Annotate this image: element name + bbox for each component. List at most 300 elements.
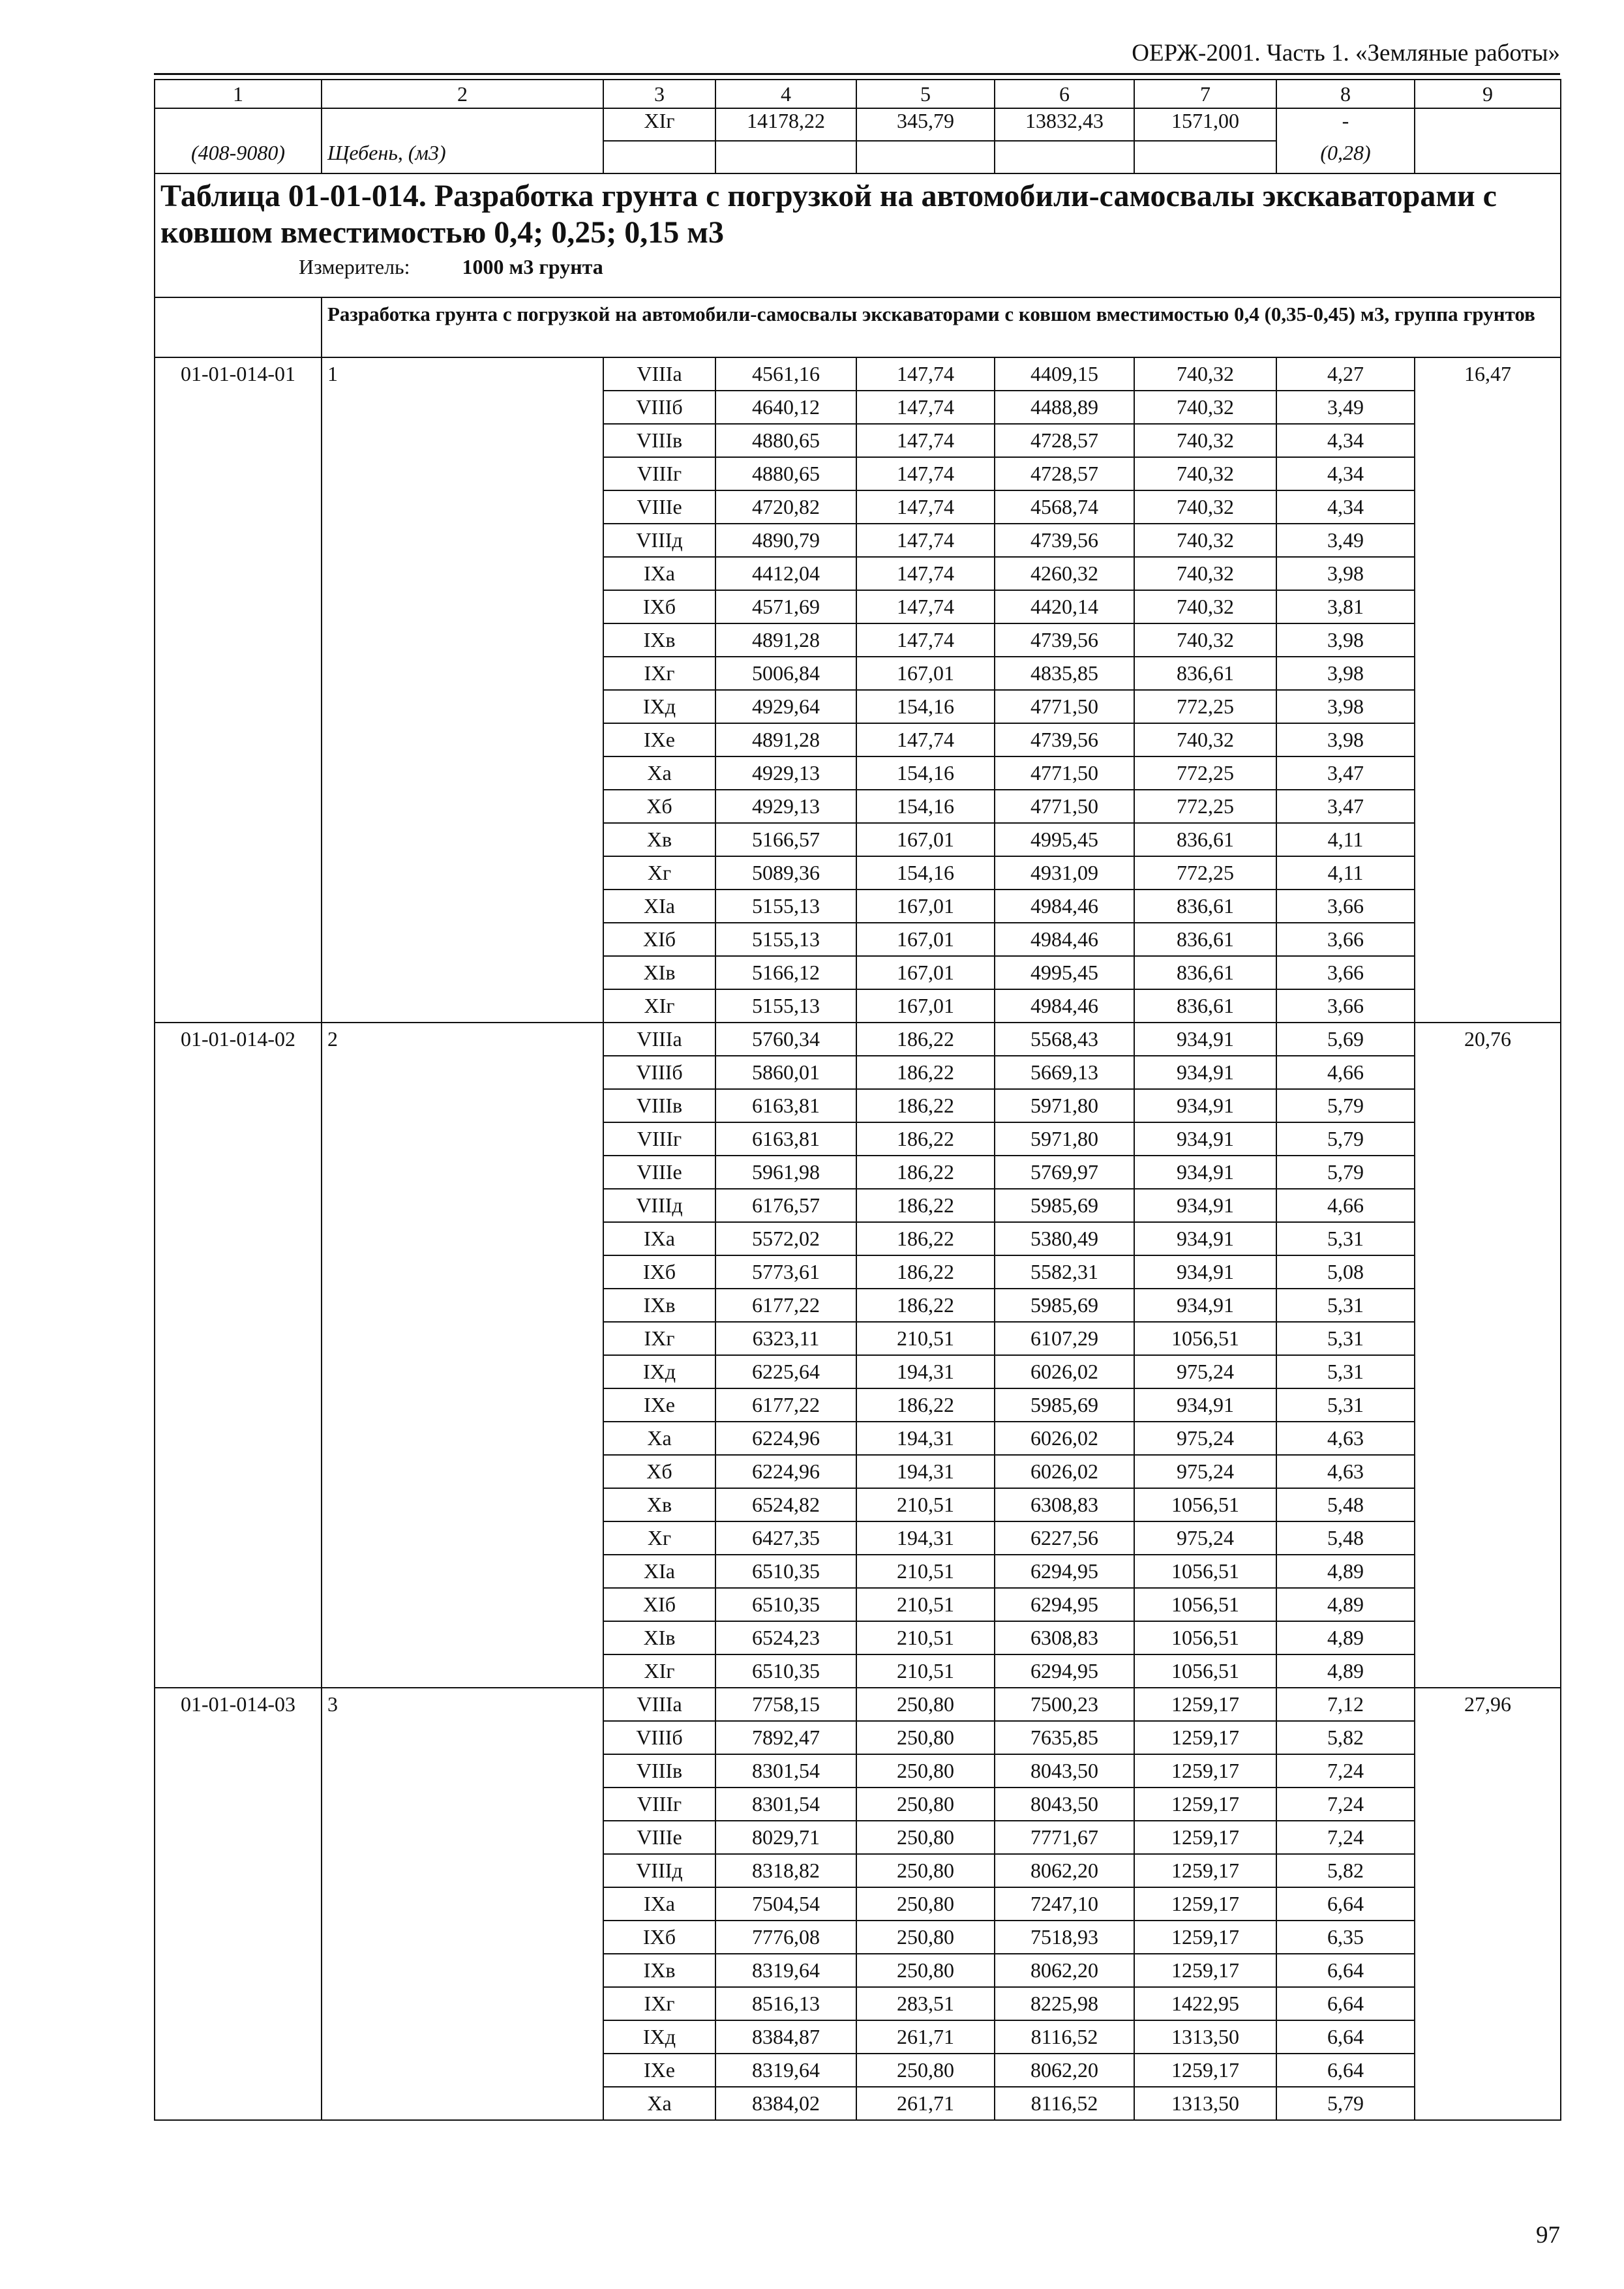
- soil-group: VIIIа: [603, 1023, 715, 1056]
- labor-workers: 5,82: [1276, 1854, 1415, 1887]
- labor-workers: 6,64: [1276, 1887, 1415, 1921]
- labor-workers: 5,48: [1276, 1488, 1415, 1521]
- labor-workers: 4,89: [1276, 1621, 1415, 1654]
- cost-machines: 6294,95: [995, 1588, 1134, 1621]
- labor-workers: 5,79: [1276, 1089, 1415, 1122]
- cost-machines: 4420,14: [995, 590, 1134, 623]
- cost-machinist-wages: 740,32: [1134, 457, 1276, 490]
- cost-direct: 5006,84: [715, 657, 856, 690]
- cost-direct: 4891,28: [715, 623, 856, 657]
- col-num-9: 9: [1415, 80, 1561, 108]
- cost-direct: 8384,02: [715, 2087, 856, 2120]
- cost-direct: 6176,57: [715, 1189, 856, 1222]
- section-title-cell: [322, 297, 1561, 357]
- labor-workers: 5,31: [1276, 1388, 1415, 1422]
- cost-machines: 4995,45: [995, 823, 1134, 856]
- cost-machinist-wages: 934,91: [1134, 1156, 1276, 1189]
- cost-machines: 6294,95: [995, 1555, 1134, 1588]
- cost-machines: 7518,93: [995, 1921, 1134, 1954]
- cost-direct: 5760,34: [715, 1023, 856, 1056]
- labor-workers: 3,98: [1276, 657, 1415, 690]
- cost-machinist-wages: 836,61: [1134, 989, 1276, 1023]
- soil-group: VIIIг: [603, 1122, 715, 1156]
- cost-machines: 4488,89: [995, 391, 1134, 424]
- cost-machinist-wages: 934,91: [1134, 1122, 1276, 1156]
- cost-machines: 4771,50: [995, 690, 1134, 723]
- soil-group: Xа: [603, 2087, 715, 2120]
- table-title-row: [155, 173, 1561, 297]
- col-num-8: 8: [1276, 80, 1415, 108]
- cost-wages: 147,74: [856, 391, 995, 424]
- cost-machinist-wages: 975,24: [1134, 1521, 1276, 1555]
- cost-wages: 154,16: [856, 856, 995, 890]
- labor-workers: 4,89: [1276, 1654, 1415, 1688]
- soil-group: XIа: [603, 890, 715, 923]
- cost-wages: 186,22: [856, 1189, 995, 1222]
- cost-wages: 210,51: [856, 1555, 995, 1588]
- carry-c5: 345,79: [856, 108, 995, 141]
- labor-workers: 4,27: [1276, 357, 1415, 391]
- soil-group: IXа: [603, 557, 715, 590]
- cost-direct: 8516,13: [715, 1987, 856, 2020]
- cost-machinist-wages: 1259,17: [1134, 2054, 1276, 2087]
- cost-direct: 5166,57: [715, 823, 856, 856]
- carry-c7: 1571,00: [1134, 108, 1276, 141]
- cost-wages: 250,80: [856, 1854, 995, 1887]
- cost-machines: 4995,45: [995, 956, 1134, 989]
- labor-workers: 5,31: [1276, 1222, 1415, 1255]
- labor-workers: 3,47: [1276, 790, 1415, 823]
- table-row: [155, 1023, 1561, 1056]
- cost-machinist-wages: 1056,51: [1134, 1654, 1276, 1688]
- cost-wages: 147,74: [856, 557, 995, 590]
- cost-wages: 186,22: [856, 1122, 995, 1156]
- cost-machinist-wages: 1259,17: [1134, 1821, 1276, 1854]
- cost-wages: 154,16: [856, 756, 995, 790]
- labor-workers: 4,34: [1276, 457, 1415, 490]
- cost-direct: 7504,54: [715, 1887, 856, 1921]
- cost-machinist-wages: 740,32: [1134, 391, 1276, 424]
- cost-machinist-wages: 975,24: [1134, 1455, 1276, 1488]
- cost-wages: 147,74: [856, 623, 995, 657]
- cost-machines: 5971,80: [995, 1089, 1134, 1122]
- soil-group: IXв: [603, 1289, 715, 1322]
- carry-c8-top: -: [1276, 108, 1415, 141]
- cost-direct: 5155,13: [715, 989, 856, 1023]
- cost-machines: 6026,02: [995, 1355, 1134, 1388]
- page-number: 97: [1536, 2222, 1560, 2249]
- cost-machinist-wages: 1056,51: [1134, 1621, 1276, 1654]
- cost-machines: 7247,10: [995, 1887, 1134, 1921]
- section-row: [155, 297, 1561, 357]
- labor-workers: 4,34: [1276, 424, 1415, 457]
- cost-direct: 4571,69: [715, 590, 856, 623]
- cost-wages: 194,31: [856, 1455, 995, 1488]
- cost-direct: 8319,64: [715, 1954, 856, 1987]
- cost-machinist-wages: 772,25: [1134, 690, 1276, 723]
- cost-direct: 4929,13: [715, 756, 856, 790]
- cost-direct: 7776,08: [715, 1921, 856, 1954]
- cost-wages: 250,80: [856, 1688, 995, 1721]
- labor-workers: 5,82: [1276, 1721, 1415, 1754]
- column-number-row: [155, 80, 1561, 108]
- soil-group: IXе: [603, 723, 715, 756]
- material-empty-3: [603, 141, 715, 173]
- unit-label: Измеритель:: [299, 255, 410, 278]
- labor-workers: 4,66: [1276, 1056, 1415, 1089]
- cost-machinist-wages: 1422,95: [1134, 1987, 1276, 2020]
- cost-machines: 5985,69: [995, 1388, 1134, 1422]
- cost-machines: 4728,57: [995, 424, 1134, 457]
- labor-workers: 3,98: [1276, 690, 1415, 723]
- cost-machinist-wages: 1259,17: [1134, 1921, 1276, 1954]
- cost-machines: 5380,49: [995, 1222, 1134, 1255]
- soil-group: VIIIе: [603, 1156, 715, 1189]
- soil-group: IXг: [603, 1322, 715, 1355]
- cost-machinist-wages: 1259,17: [1134, 1788, 1276, 1821]
- cost-machines: 8062,20: [995, 2054, 1134, 2087]
- cost-machinist-wages: 975,24: [1134, 1355, 1276, 1388]
- soil-group: VIIIг: [603, 1788, 715, 1821]
- cost-direct: 5572,02: [715, 1222, 856, 1255]
- cost-direct: 6163,81: [715, 1089, 856, 1122]
- soil-group: IXе: [603, 2054, 715, 2087]
- cost-machinist-wages: 1313,50: [1134, 2020, 1276, 2054]
- cost-wages: 186,22: [856, 1255, 995, 1289]
- cost-machinist-wages: 1259,17: [1134, 1688, 1276, 1721]
- cost-machines: 6227,56: [995, 1521, 1134, 1555]
- soil-group: VIIIб: [603, 1721, 715, 1754]
- cost-wages: 186,22: [856, 1156, 995, 1189]
- cost-wages: 154,16: [856, 690, 995, 723]
- labor-workers: 3,66: [1276, 956, 1415, 989]
- cost-wages: 283,51: [856, 1987, 995, 2020]
- cost-wages: 250,80: [856, 2054, 995, 2087]
- norms-table: [154, 79, 1561, 2121]
- cost-wages: 210,51: [856, 1588, 995, 1621]
- material-empty-7: [1134, 141, 1276, 173]
- soil-group: VIIIа: [603, 1688, 715, 1721]
- norm-number: 1: [322, 357, 603, 1023]
- cost-direct: 8301,54: [715, 1754, 856, 1788]
- cost-machines: 4739,56: [995, 723, 1134, 756]
- material-name: Щебень, (м3): [322, 141, 603, 173]
- labor-workers: 5,31: [1276, 1289, 1415, 1322]
- cost-machinist-wages: 836,61: [1134, 823, 1276, 856]
- soil-group: Xв: [603, 1488, 715, 1521]
- labor-workers: 7,24: [1276, 1754, 1415, 1788]
- cost-machinist-wages: 934,91: [1134, 1189, 1276, 1222]
- material-empty-4: [715, 141, 856, 173]
- soil-group: Xв: [603, 823, 715, 856]
- cost-direct: 4929,13: [715, 790, 856, 823]
- cost-machines: 7771,67: [995, 1821, 1134, 1854]
- cost-machines: 7635,85: [995, 1721, 1134, 1754]
- soil-group: XIг: [603, 1654, 715, 1688]
- col-num-5: 5: [856, 80, 995, 108]
- norm-code: 01-01-014-02: [155, 1023, 322, 1688]
- cost-direct: 6225,64: [715, 1355, 856, 1388]
- soil-group: XIа: [603, 1555, 715, 1588]
- soil-group: XIв: [603, 1621, 715, 1654]
- soil-group: VIIIб: [603, 391, 715, 424]
- cost-machines: 4931,09: [995, 856, 1134, 890]
- unit-value: 1000 м3 грунта: [462, 255, 603, 278]
- cost-machinist-wages: 1056,51: [1134, 1588, 1276, 1621]
- cost-machines: 4728,57: [995, 457, 1134, 490]
- cost-wages: 210,51: [856, 1654, 995, 1688]
- col-num-7: 7: [1134, 80, 1276, 108]
- labor-workers: 7,24: [1276, 1821, 1415, 1854]
- carry-c6: 13832,43: [995, 108, 1134, 141]
- cost-direct: 8319,64: [715, 2054, 856, 2087]
- cost-wages: 261,71: [856, 2020, 995, 2054]
- cost-machinist-wages: 1313,50: [1134, 2087, 1276, 2120]
- cost-machines: 5582,31: [995, 1255, 1134, 1289]
- cost-wages: 186,22: [856, 1089, 995, 1122]
- cost-machines: 4739,56: [995, 524, 1134, 557]
- cost-direct: 5155,13: [715, 923, 856, 956]
- cost-machinist-wages: 740,32: [1134, 524, 1276, 557]
- cost-direct: 4880,65: [715, 424, 856, 457]
- cost-machines: 6308,83: [995, 1488, 1134, 1521]
- cost-machines: 4260,32: [995, 557, 1134, 590]
- soil-group: VIIIб: [603, 1056, 715, 1089]
- cost-wages: 250,80: [856, 1721, 995, 1754]
- labor-workers: 5,31: [1276, 1322, 1415, 1355]
- cost-wages: 186,22: [856, 1222, 995, 1255]
- cost-machinist-wages: 934,91: [1134, 1222, 1276, 1255]
- cost-machinist-wages: 740,32: [1134, 557, 1276, 590]
- cost-direct: 5860,01: [715, 1056, 856, 1089]
- cost-wages: 210,51: [856, 1488, 995, 1521]
- cost-direct: 6177,22: [715, 1388, 856, 1422]
- soil-group: Xа: [603, 1422, 715, 1455]
- labor-workers: 4,34: [1276, 490, 1415, 524]
- soil-group: Xб: [603, 790, 715, 823]
- cost-machines: 4409,15: [995, 357, 1134, 391]
- col-num-4: 4: [715, 80, 856, 108]
- cost-wages: 186,22: [856, 1023, 995, 1056]
- cost-machines: 4568,74: [995, 490, 1134, 524]
- cost-direct: 6224,96: [715, 1455, 856, 1488]
- soil-group: IXа: [603, 1887, 715, 1921]
- cost-machinist-wages: 934,91: [1134, 1056, 1276, 1089]
- material-empty-9: [1415, 141, 1561, 173]
- cost-wages: 186,22: [856, 1388, 995, 1422]
- cost-direct: 6224,96: [715, 1422, 856, 1455]
- soil-group: IXб: [603, 1255, 715, 1289]
- table-title: Таблица 01-01-014. Разработка грунта с погрузкой на автомобили-самосвалы экскаваторами с ковшом вместимостью 0,4; 0,25; 0,15 м3: [160, 179, 1497, 250]
- cost-wages: 154,16: [856, 790, 995, 823]
- soil-group: XIб: [603, 923, 715, 956]
- cost-direct: 4561,16: [715, 357, 856, 391]
- material-empty-6: [995, 141, 1134, 173]
- cost-machines: 8062,20: [995, 1854, 1134, 1887]
- cost-machines: 6026,02: [995, 1455, 1134, 1488]
- cost-machines: 8225,98: [995, 1987, 1134, 2020]
- cost-machinist-wages: 1259,17: [1134, 1754, 1276, 1788]
- cost-wages: 261,71: [856, 2087, 995, 2120]
- cost-machinist-wages: 934,91: [1134, 1388, 1276, 1422]
- table-title-cell: [155, 173, 1561, 297]
- cost-direct: 4929,64: [715, 690, 856, 723]
- unit-line: [299, 255, 1555, 279]
- labor-workers: 3,66: [1276, 890, 1415, 923]
- cost-machinist-wages: 1056,51: [1134, 1322, 1276, 1355]
- cost-machines: 4984,46: [995, 923, 1134, 956]
- soil-group: VIIIд: [603, 1854, 715, 1887]
- cost-wages: 210,51: [856, 1621, 995, 1654]
- cost-direct: 6323,11: [715, 1322, 856, 1355]
- cost-machinist-wages: 836,61: [1134, 657, 1276, 690]
- cost-direct: 6524,23: [715, 1621, 856, 1654]
- cost-machinist-wages: 772,25: [1134, 756, 1276, 790]
- cost-wages: 147,74: [856, 357, 995, 391]
- cost-direct: 5773,61: [715, 1255, 856, 1289]
- cost-wages: 147,74: [856, 524, 995, 557]
- soil-group: VIIIд: [603, 1189, 715, 1222]
- labor-workers: 5,69: [1276, 1023, 1415, 1056]
- carry-group: XIг: [603, 108, 715, 141]
- cost-wages: 250,80: [856, 1887, 995, 1921]
- carry-material-cell: [322, 108, 603, 141]
- section-empty-1: [155, 297, 322, 357]
- soil-group: IXа: [603, 1222, 715, 1255]
- labor-workers: 6,35: [1276, 1921, 1415, 1954]
- labor-workers: 5,48: [1276, 1521, 1415, 1555]
- cost-direct: 4880,65: [715, 457, 856, 490]
- col-num-3: 3: [603, 80, 715, 108]
- cost-machinist-wages: 772,25: [1134, 790, 1276, 823]
- table-row: [155, 357, 1561, 391]
- labor-workers: 3,49: [1276, 391, 1415, 424]
- cost-machinist-wages: 934,91: [1134, 1255, 1276, 1289]
- cost-machines: 4771,50: [995, 756, 1134, 790]
- labor-workers: 5,79: [1276, 2087, 1415, 2120]
- cost-direct: 6510,35: [715, 1588, 856, 1621]
- col-num-1: 1: [155, 80, 322, 108]
- material-code: (408-9080): [155, 141, 322, 173]
- labor-workers: 7,12: [1276, 1688, 1415, 1721]
- labor-machinists: 16,47: [1415, 357, 1561, 1023]
- cost-wages: 147,74: [856, 590, 995, 623]
- labor-workers: 4,11: [1276, 856, 1415, 890]
- labor-workers: 3,98: [1276, 623, 1415, 657]
- soil-group: IXд: [603, 1355, 715, 1388]
- labor-workers: 4,89: [1276, 1588, 1415, 1621]
- soil-group: IXд: [603, 690, 715, 723]
- cost-machinist-wages: 1056,51: [1134, 1555, 1276, 1588]
- cost-direct: 5961,98: [715, 1156, 856, 1189]
- labor-workers: 4,63: [1276, 1422, 1415, 1455]
- soil-group: Xб: [603, 1455, 715, 1488]
- cost-direct: 8029,71: [715, 1821, 856, 1854]
- cost-machines: 8116,52: [995, 2020, 1134, 2054]
- labor-workers: 6,64: [1276, 1954, 1415, 1987]
- cost-machines: 5669,13: [995, 1056, 1134, 1089]
- cost-direct: 4890,79: [715, 524, 856, 557]
- soil-group: VIIIе: [603, 1821, 715, 1854]
- cost-machines: 4835,85: [995, 657, 1134, 690]
- soil-group: IXг: [603, 1987, 715, 2020]
- labor-workers: 7,24: [1276, 1788, 1415, 1821]
- labor-workers: 3,49: [1276, 524, 1415, 557]
- labor-workers: 3,66: [1276, 989, 1415, 1023]
- cost-wages: 194,31: [856, 1521, 995, 1555]
- cost-wages: 147,74: [856, 490, 995, 524]
- labor-workers: 6,64: [1276, 1987, 1415, 2020]
- cost-direct: 6427,35: [715, 1521, 856, 1555]
- cost-wages: 147,74: [856, 424, 995, 457]
- cost-wages: 210,51: [856, 1322, 995, 1355]
- cost-machinist-wages: 1259,17: [1134, 1854, 1276, 1887]
- cost-machinist-wages: 1259,17: [1134, 1954, 1276, 1987]
- cost-machines: 6294,95: [995, 1654, 1134, 1688]
- cost-wages: 186,22: [856, 1289, 995, 1322]
- soil-group: VIIIе: [603, 490, 715, 524]
- cost-machines: 4984,46: [995, 989, 1134, 1023]
- labor-workers: 4,89: [1276, 1555, 1415, 1588]
- soil-group: Xг: [603, 856, 715, 890]
- cost-wages: 167,01: [856, 890, 995, 923]
- cost-machinist-wages: 1056,51: [1134, 1488, 1276, 1521]
- cost-machines: 8116,52: [995, 2087, 1134, 2120]
- table-row: [155, 1688, 1561, 1721]
- cost-wages: 167,01: [856, 823, 995, 856]
- labor-workers: 5,79: [1276, 1156, 1415, 1189]
- labor-workers: 3,98: [1276, 723, 1415, 756]
- cost-machines: 4771,50: [995, 790, 1134, 823]
- cost-machinist-wages: 934,91: [1134, 1289, 1276, 1322]
- cost-direct: 8318,82: [715, 1854, 856, 1887]
- cost-wages: 167,01: [856, 657, 995, 690]
- cost-direct: 4640,12: [715, 391, 856, 424]
- labor-workers: 3,98: [1276, 557, 1415, 590]
- cost-wages: 147,74: [856, 457, 995, 490]
- cost-wages: 250,80: [856, 1754, 995, 1788]
- labor-workers: 4,11: [1276, 823, 1415, 856]
- soil-group: VIIIа: [603, 357, 715, 391]
- cost-direct: 5166,12: [715, 956, 856, 989]
- soil-group: VIIIв: [603, 1089, 715, 1122]
- cost-machines: 6026,02: [995, 1422, 1134, 1455]
- cost-machines: 5568,43: [995, 1023, 1134, 1056]
- col-num-6: 6: [995, 80, 1134, 108]
- soil-group: IXб: [603, 1921, 715, 1954]
- labor-workers: 4,63: [1276, 1455, 1415, 1488]
- cost-machines: 5971,80: [995, 1122, 1134, 1156]
- cost-machines: 6308,83: [995, 1621, 1134, 1654]
- cost-direct: 6177,22: [715, 1289, 856, 1322]
- section-title: Разработка грунта с погрузкой на автомобили-самосвалы экскаваторами с ковшом вместимостью 0,4 (0,35-0,45) м3, группа грунтов: [327, 303, 1535, 325]
- labor-workers: 5,79: [1276, 1122, 1415, 1156]
- carry-over-row: [155, 108, 1561, 141]
- soil-group: VIIIг: [603, 457, 715, 490]
- carry-c4: 14178,22: [715, 108, 856, 141]
- labor-machinists: 20,76: [1415, 1023, 1561, 1688]
- carry-code-cell: [155, 108, 322, 141]
- header-rule: [154, 73, 1560, 75]
- cost-machines: 8043,50: [995, 1788, 1134, 1821]
- norm-code: 01-01-014-03: [155, 1688, 322, 2120]
- soil-group: IXв: [603, 1954, 715, 1987]
- cost-machines: 5985,69: [995, 1189, 1134, 1222]
- cost-direct: 4412,04: [715, 557, 856, 590]
- soil-group: XIб: [603, 1588, 715, 1621]
- cost-direct: 5089,36: [715, 856, 856, 890]
- cost-direct: 6524,82: [715, 1488, 856, 1521]
